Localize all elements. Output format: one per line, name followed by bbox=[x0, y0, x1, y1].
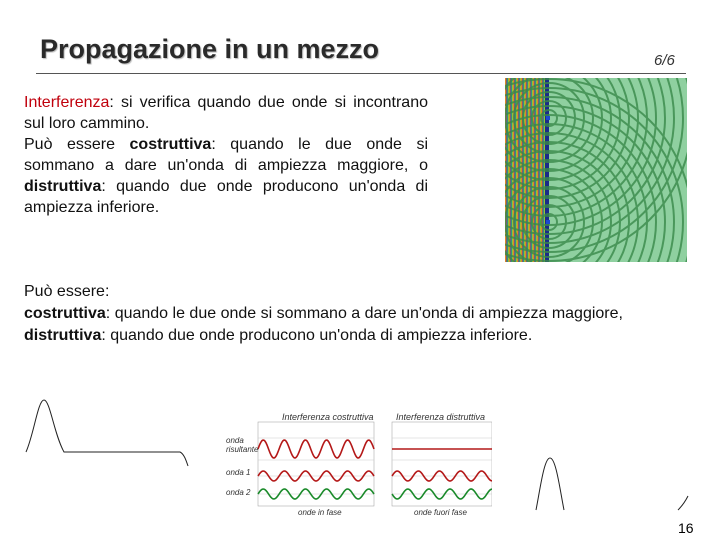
term-costruttiva: costruttiva bbox=[129, 136, 212, 153]
label-onda-2: onda 2 bbox=[226, 488, 251, 497]
term-distruttiva: distruttiva bbox=[24, 178, 102, 195]
text-distruttiva-def: : quando due onde producono un'onda di ampiezza inferiore. bbox=[24, 178, 428, 216]
term-distruttiva-2: distruttiva bbox=[24, 327, 102, 344]
pulse-graphic-right bbox=[528, 450, 694, 520]
text-intro: Può essere bbox=[24, 136, 130, 153]
text-costruttiva-def: : quando le due onde si sommano a dare un'onda di ampiezza maggiore, o bbox=[24, 136, 428, 174]
term-interferenza: Interferenza bbox=[24, 94, 110, 111]
text-distruttiva-def-2: : quando due onde producono un'onda di ampiezza inferiore. bbox=[101, 327, 533, 344]
interference-diagram bbox=[222, 408, 492, 520]
caption-onde-fuori-fase: onde fuori fase bbox=[414, 508, 467, 517]
paragraph-interferenza bbox=[24, 92, 428, 218]
page-indicator: 6/6 bbox=[654, 52, 675, 69]
title-divider bbox=[36, 73, 686, 74]
diagram-title-distruttiva: Interferenza distruttiva bbox=[396, 412, 486, 422]
label-onda-risultante: onda risultante bbox=[226, 436, 259, 454]
text-costruttiva-def-2: : quando le due onde si sommano a dare un'onda di ampiezza maggiore, bbox=[105, 305, 623, 322]
slide-number: 16 bbox=[678, 520, 694, 536]
pulse-graphic-left bbox=[20, 394, 192, 474]
interference-pattern-image bbox=[505, 78, 687, 262]
caption-onde-in-fase: onde in fase bbox=[298, 508, 342, 517]
slide-title: Propagazione in un mezzo bbox=[40, 34, 380, 64]
paragraph-puo-essere bbox=[24, 281, 686, 347]
text-interferenza-def: : si verifica quando due onde si incontrano sul loro cammino. bbox=[24, 94, 428, 132]
label-onda-1: onda 1 bbox=[226, 468, 251, 477]
diagram-title-costruttiva: Interferenza costruttiva bbox=[282, 412, 374, 422]
term-costruttiva-2: costruttiva bbox=[24, 305, 106, 322]
text-intro-2: Può essere: bbox=[24, 283, 110, 300]
